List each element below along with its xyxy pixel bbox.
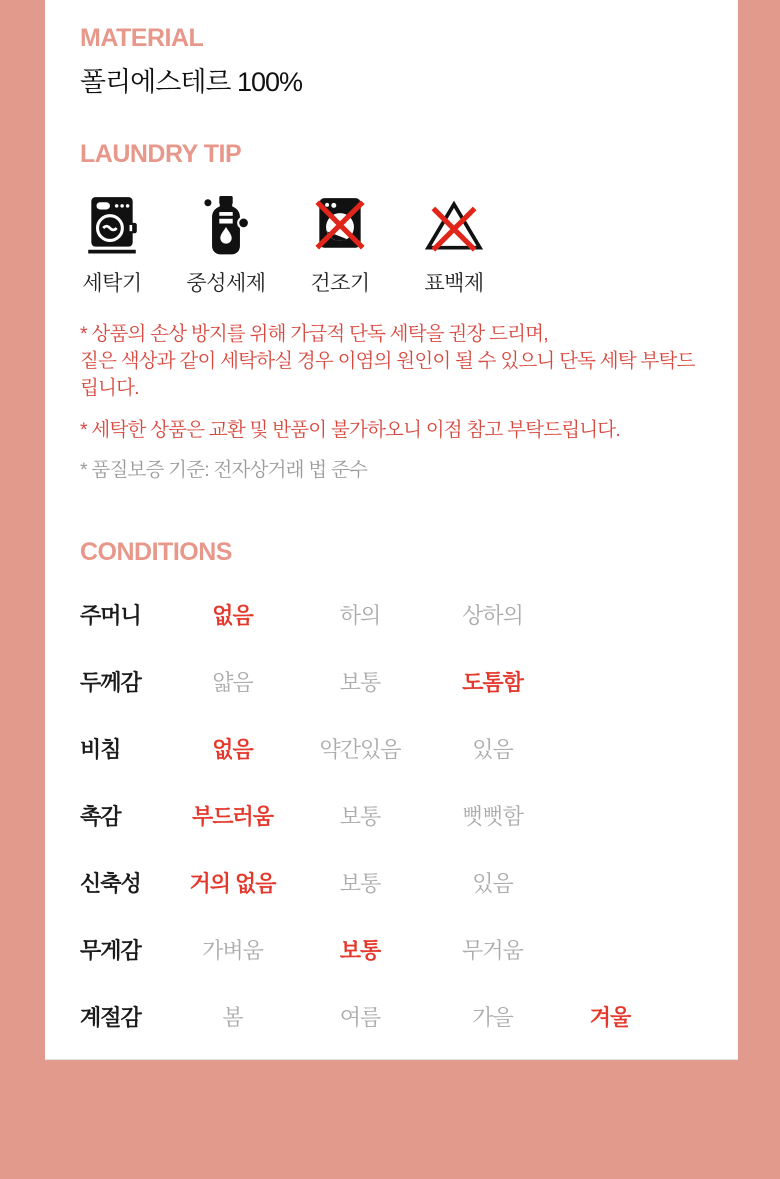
laundry-icon-group: [308, 195, 372, 297]
condition-option: 보통: [339, 803, 381, 829]
condition-label: 주머니: [80, 602, 141, 628]
condition-option: 약간있음: [319, 736, 401, 762]
dryer-prohibited-icon: [309, 195, 371, 257]
condition-option: 보통: [339, 870, 381, 896]
condition-option: 하의: [339, 602, 381, 628]
condition-label: 비침: [80, 736, 121, 762]
washing-machine-icon: [81, 195, 143, 257]
quality-note: * 품질보증 기준: 전자상거래 법 준수: [80, 458, 368, 481]
conditions-heading: CONDITIONS: [80, 537, 232, 566]
material-heading: MATERIAL: [80, 24, 204, 52]
condition-option-selected: 겨울: [589, 1004, 631, 1030]
condition-option: 무거움: [462, 937, 523, 963]
condition-row: [80, 715, 705, 782]
condition-label: 촉감: [80, 803, 121, 829]
product-info-card: [45, 0, 738, 1060]
condition-option-selected: 없음: [212, 736, 253, 762]
condition-option: 있음: [472, 736, 513, 762]
condition-option: 가을: [472, 1004, 513, 1030]
condition-option-selected: 부드러움: [191, 803, 273, 829]
condition-label: 계절감: [80, 1004, 141, 1030]
bleach-prohibited-icon: [423, 195, 485, 257]
condition-row: [80, 581, 705, 648]
warning-paragraph: [80, 321, 705, 402]
laundry-warnings: [80, 321, 705, 444]
condition-label: 무게감: [80, 937, 141, 963]
condition-option: 있음: [472, 870, 513, 896]
condition-option: 가벼움: [202, 937, 263, 963]
condition-option: 뻣뻣함: [462, 803, 523, 829]
condition-row: [80, 916, 705, 983]
condition-option: 봄: [222, 1004, 243, 1030]
laundry-icon-group: [422, 195, 486, 297]
condition-option: 얇음: [212, 669, 253, 695]
condition-label: 신축성: [80, 870, 141, 896]
detergent-icon: [195, 195, 257, 257]
icon-label-detergent: 중성세제: [186, 271, 266, 295]
condition-option: 보통: [339, 669, 381, 695]
icon-label-dryer: 건조기: [310, 271, 370, 295]
condition-option-selected: 도톰함: [462, 669, 523, 695]
laundry-tip-heading: LAUNDRY TIP: [80, 140, 242, 169]
laundry-icon-group: [80, 195, 144, 297]
warning-line: * 세탁한 상품은 교환 및 반품이 불가하오니 이점 참고 부탁드립니다.: [80, 418, 620, 441]
condition-option-selected: 보통: [339, 937, 381, 963]
condition-option: 상하의: [462, 602, 523, 628]
warning-line: 짙은 색상과 같이 세탁하실 경우 이염의 원인이 될 수 있으니 단독 세탁 부탁드립니다.: [80, 349, 695, 399]
icon-label-washer: 세탁기: [82, 271, 142, 295]
condition-option-selected: 없음: [212, 602, 253, 628]
condition-row: [80, 849, 705, 916]
material-value: 폴리에스테르 100%: [80, 66, 303, 97]
warning-paragraph: [80, 417, 705, 444]
warning-line: * 상품의 손상 방지를 위해 가급적 단독 세탁을 권장 드리며,: [80, 322, 548, 345]
condition-row: [80, 983, 705, 1050]
laundry-icon-group: [186, 195, 266, 297]
condition-row: [80, 782, 705, 849]
condition-row: [80, 648, 705, 715]
icon-label-bleach: 표백제: [424, 271, 484, 295]
condition-option: 여름: [339, 1004, 381, 1030]
condition-label: 두께감: [80, 669, 141, 695]
condition-option-selected: 거의 없음: [189, 870, 276, 896]
laundry-icons-row: [80, 195, 705, 297]
conditions-table: [80, 581, 705, 1050]
